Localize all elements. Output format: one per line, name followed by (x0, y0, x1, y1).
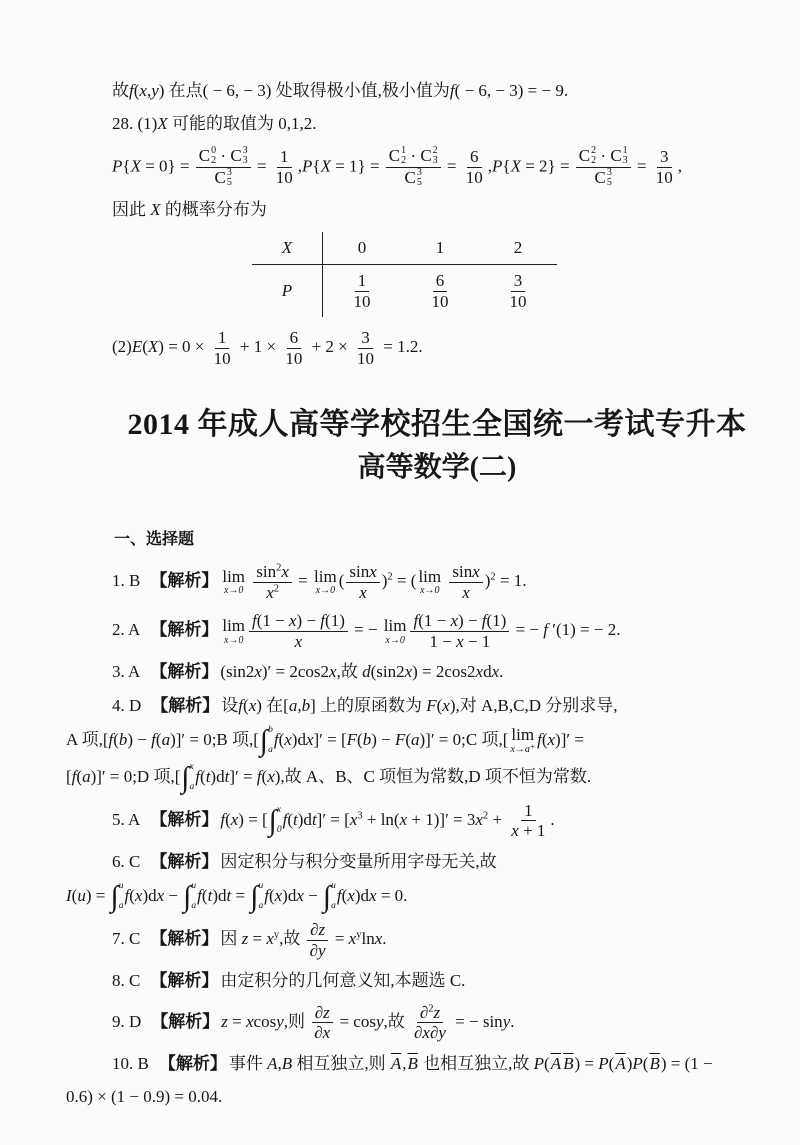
table-row-p (252, 265, 557, 317)
answer-number-letter: 9. D (112, 1011, 142, 1031)
integral-sign: ∫ u a (250, 879, 264, 913)
answer-first-line (112, 693, 762, 719)
answer-continuation-line: A 项,[f(b) − f(a)]′ = 0;B 项,[ ∫ b a f(x)dx]′ = [F(b) − F(a)]′ = 0;C 项,[ lim x→a⁺ f(x)]′ = (66, 723, 584, 757)
table-x-label: X (252, 232, 323, 264)
table-x-value: 1 (435, 238, 445, 258)
integral-sign: ∫ b a (259, 723, 273, 757)
table-p-value: $\frac{1}{10}$ (353, 270, 371, 311)
answer-explanation: 事件 A,B 相互独立,则 $\overline{A},\overline{B}$ 也相互独立,故 $P(\overline{A}$ $\overline{B}) = P(\overline{A})P(\overline{B}) = (1$ − (228, 1053, 713, 1073)
answer-number-letter: 8. C (112, 971, 141, 991)
answer-first-line (112, 849, 762, 875)
answer-item (66, 1051, 762, 1111)
answer-first-line (112, 1051, 762, 1077)
analysis-marker: 【解析】 (150, 570, 219, 590)
answer-continuation-line: I(u) = ∫ u a f(x)dx − ∫ u a f(t)dt = ∫ u a f(x)dx − ∫ u a f(x)dx = 0. (66, 879, 408, 913)
integral-sign: ∫ u a (110, 879, 124, 913)
table-p-value: $\frac{6}{10}$ (431, 270, 449, 311)
answer-item (112, 659, 762, 685)
integral-sign: ∫ x a (181, 760, 195, 794)
analysis-marker: 【解析】 (150, 809, 219, 829)
answer-number-letter: 6. C (112, 851, 141, 871)
answer-first-line (112, 919, 762, 961)
solution-line-probabilities: P{X = 0} = C 0 2 · C 3 3 C 3 5 = $\frac{1}{10}$ ,P{X = 1} = C 1 2 · C 2 3 C 3 5 = $\frac{6}{10}$ ,P{X = 2} = C 2 2 · C 1 3 C 3 5 = $\frac{3}{10}$ , (112, 144, 682, 189)
answer-explanation: lim x→0 $\frac{f(1 - x) - f(1)}{x}$ = − lim x→0 $\frac{f(1 - x) - f(1)}{1 - x - 1}$ = − f ′(1) = − 2. (222, 611, 621, 651)
answer-number-letter: 2. A (112, 620, 141, 640)
probability-distribution-table (252, 232, 557, 317)
analysis-marker: 【解析】 (150, 620, 219, 640)
integral-sign: ∫ u a (183, 879, 197, 913)
answer-number-letter: 1. B (112, 570, 141, 590)
answer-number-letter: 7. C (112, 929, 141, 949)
solution-line-distribution-intro: 因此 X 的概率分布为 (112, 199, 267, 219)
answer-item (112, 919, 762, 961)
answer-explanation: f(x) = [ ∫ x 0 $f(t)dt]' = [x^3 + \ln(x + 1)]' = 3x^2$ + $\frac{1}{x + 1}$ . (220, 800, 555, 841)
answer-continuation-line: 0.6) × (1 − 0.9) = 0.04. (66, 1087, 223, 1107)
table-x-value: 2 (513, 238, 523, 258)
answer-item (112, 1002, 762, 1044)
analysis-marker: 【解析】 (150, 662, 219, 682)
answer-number-letter: 4. D (112, 695, 142, 715)
table-p-value: $\frac{3}{10}$ (509, 270, 527, 311)
answer-explanation: lim x→0 $\frac{\sin^2x}{x^2}$ = lim x→0 ( $\frac{\sin x}{x}$ )$^2$ = ( lim x→0 $\frac{\sin x}{x}$ )$^2$ = 1. (222, 562, 527, 602)
table-p-label: P (252, 265, 323, 317)
answer-explanation: z = xcosy,则 $\frac{\partial z}{\partial x}$ = cosy,故 $\frac{\partial^2z}{\partial x\partial y}$ = − siny. (221, 1002, 515, 1043)
answer-explanation: 因定积分与积分变量所用字母无关,故 (220, 851, 497, 871)
answer-first-line (112, 1002, 762, 1044)
answer-first-line (112, 561, 762, 603)
answer-item (112, 610, 762, 652)
answer-item (112, 800, 762, 842)
exam-title-line2: 高等数学(二) (357, 451, 517, 483)
answer-number-letter: 10. B (112, 1053, 149, 1073)
section-heading-choice-questions: 一、选择题 (114, 531, 195, 549)
answer-item (66, 849, 762, 913)
analysis-marker: 【解析】 (150, 929, 219, 949)
integral-sign: ∫ u a (322, 879, 336, 913)
table-row-x (252, 232, 557, 265)
answer-first-line (112, 610, 762, 652)
integral-sign: ∫ x 0 (268, 803, 282, 837)
answer-first-line (112, 800, 762, 842)
answer-item (112, 561, 762, 603)
answer-item (112, 968, 762, 994)
solution-line-28: 28. (1)X 可能的取值为 0,1,2. (112, 114, 317, 134)
answer-first-line (112, 659, 762, 685)
answer-explanation: 设f(x) 在[a,b] 上的原函数为 F(x),对 A,B,C,D 分别求导, (221, 695, 618, 715)
answer-item (66, 693, 762, 794)
answer-continuation-line: [f(a)]′ = 0;D 项,[ ∫ x a f(t)dt]′ = f(x),故 A、B、C 项恒为常数,D 项不恒为常数. (66, 760, 592, 794)
answer-number-letter: 5. A (112, 809, 141, 829)
answer-explanation: (sin2x)′ = 2cos2x,故 d(sin2x) = 2cos2xdx. (220, 662, 504, 682)
solution-line-minimum: 故f(x,y) 在点( − 6, − 3) 处取得极小值,极小值为f( − 6, − 3) = − 9. (112, 81, 569, 100)
solution-line-expectation: (2)E(X) = 0 × $\frac{1}{10}$ + 1 × $\frac{6}{10}$ + 2 × $\frac{3}{10}$ = 1.2. (112, 328, 423, 368)
answer-first-line (112, 968, 762, 994)
answer-list (66, 561, 762, 1111)
answer-explanation: 因 $z = x^y$,故 $\frac{\partial z}{\partial y}$ = $x^y\ln x$. (220, 920, 387, 960)
analysis-marker: 【解析】 (151, 695, 220, 715)
answer-explanation: 由定积分的几何意义知,本题选 C. (220, 971, 466, 991)
analysis-marker: 【解析】 (151, 1011, 220, 1031)
analysis-marker: 【解析】 (150, 971, 219, 991)
exam-title-line1: 2014 年成人高等学校招生全国统一考试专升本 (127, 408, 747, 442)
table-x-value: 0 (357, 238, 367, 258)
analysis-marker: 【解析】 (150, 851, 219, 871)
analysis-marker: 【解析】 (158, 1053, 227, 1073)
answer-number-letter: 3. A (112, 662, 141, 682)
